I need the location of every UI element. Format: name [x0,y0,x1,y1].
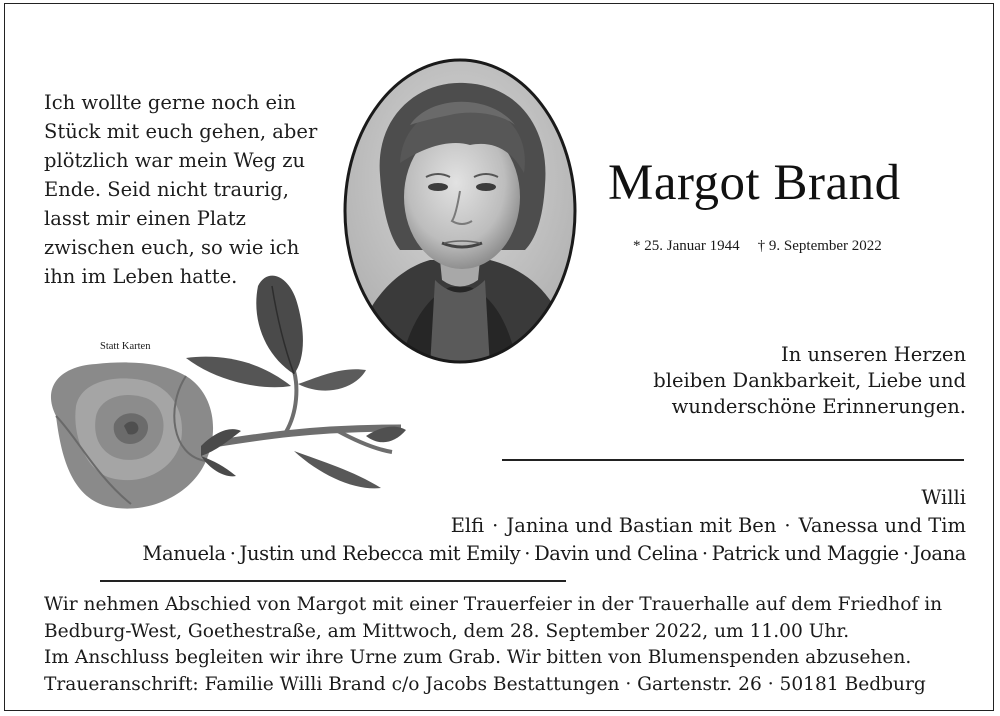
poem-line: Ich wollte gerne noch ein [44,91,296,114]
notice-line: Bedburg-West, Goethestraße, am Mittwoch, dem 28. September 2022, um 11.00 Uhr. [44,620,850,642]
poem [44,88,344,291]
family-member: Justin und Rebecca mit Emily [239,542,521,565]
family-member: Davin und Celina [534,542,698,565]
divider [100,580,566,582]
tribute-line: wunderschöne Erinnerungen. [671,395,966,418]
statt-karten-label: Statt Karten [100,341,151,352]
notice-line: Traueranschrift: Familie Willi Brand c/o Jacobs Bestattungen · Gartenstr. 26 · 50181 Bedburg [44,673,926,695]
notice-line: Wir nehmen Abschied von Margot mit einer Trauerfeier in der Trauerhalle auf dem Friedhof in [44,594,943,615]
family-member: Joana [912,542,966,565]
family-member: Elfi [450,514,485,537]
poem-line: zwischen euch, so wie ich [44,236,300,259]
separator: · [524,542,531,565]
poem-line: lasst mir einen Platz [44,207,246,230]
family-line [142,540,966,568]
funeral-notice [44,592,942,698]
separator: · [902,542,909,565]
family-spouse: Willi [921,486,966,509]
family-member: Patrick und Maggie [711,542,899,565]
family-member: Vanessa und Tim [798,514,966,537]
poem-line: Ende. Seid nicht traurig, [44,178,289,201]
tribute-text [653,342,966,420]
poem-line: Stück mit euch gehen, aber [44,120,318,143]
separator: · [784,514,791,537]
poem-line: plötzlich war mein Weg zu [44,149,306,172]
notice-line: Im Anschluss begleiten wir ihre Urne zum Grab. Wir bitten von Blumenspenden abzusehen. [44,647,912,668]
deceased-name: Margot Brand [608,155,901,211]
separator: · [492,514,499,537]
birth-date: * 25. Januar 1944 [633,238,740,254]
family-list [142,484,966,568]
family-line [142,512,966,540]
tribute-line: bleiben Dankbarkeit, Liebe und [653,369,966,392]
family-member: Janina und Bastian mit Ben [506,514,777,537]
tribute-line: In unseren Herzen [781,343,966,366]
family-member: Manuela [142,542,226,565]
divider [502,459,964,461]
separator: · [229,542,236,565]
death-date: † 9. September 2022 [757,238,882,254]
life-dates [633,238,882,255]
poem-line: ihn im Leben hatte. [44,265,238,288]
separator: · [701,542,708,565]
